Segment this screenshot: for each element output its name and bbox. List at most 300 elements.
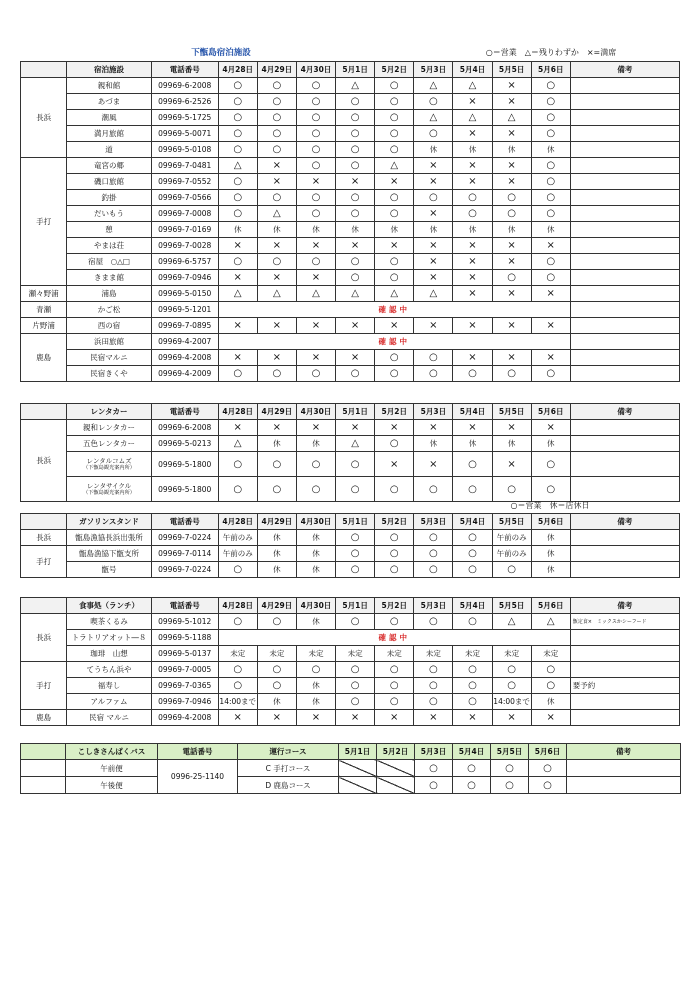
status-cell: ○: [336, 254, 375, 270]
status-cell: 未定: [375, 646, 414, 662]
status-cell: 休: [492, 436, 531, 452]
column-header: 4月30日: [296, 598, 335, 614]
header-row: [21, 598, 680, 614]
remarks-cell: [570, 334, 679, 350]
status-cell: ○: [257, 142, 296, 158]
phone-number: 09969-7-0005: [151, 662, 218, 678]
facility-name: 親和レンタカー: [67, 420, 151, 436]
column-header: 5月4日: [453, 598, 492, 614]
status-cell: ○: [492, 270, 531, 286]
status-cell: ○: [257, 662, 296, 678]
column-header: 5月3日: [414, 404, 453, 420]
status-cell: ×: [531, 350, 570, 366]
confirm-cell: [218, 334, 570, 350]
column-header: 食事処（ランチ）: [67, 598, 151, 614]
phone-number: 09969-6-2526: [151, 94, 218, 110]
status-cell: ×: [296, 318, 335, 334]
status-cell: ×: [375, 318, 414, 334]
status-cell: 休: [375, 222, 414, 238]
status-cell: ○: [336, 546, 375, 562]
status-cell: ×: [492, 94, 531, 110]
column-header: 備考: [570, 514, 679, 530]
status-cell: ○: [296, 126, 335, 142]
status-cell: 休: [336, 222, 375, 238]
status-cell: ○: [257, 477, 296, 502]
status-cell: ○: [336, 614, 375, 630]
status-cell: ○: [453, 614, 492, 630]
status-cell: ○: [453, 694, 492, 710]
column-header: [21, 404, 67, 420]
status-cell: ×: [257, 318, 296, 334]
status-cell: ×: [492, 158, 531, 174]
status-cell: 未定: [218, 646, 257, 662]
status-cell: ×: [218, 270, 257, 286]
status-cell: ×: [414, 710, 453, 726]
status-cell: ×: [453, 318, 492, 334]
phone-number: 09969-7-0481: [151, 158, 218, 174]
status-cell: △: [257, 286, 296, 302]
status-cell: ○: [375, 562, 414, 578]
facility-name: 民宿 マルニ: [67, 710, 151, 726]
table-row: [21, 174, 680, 190]
column-header: 4月29日: [257, 598, 296, 614]
facility-name-sub: （下甑島観光案内所）: [83, 464, 135, 471]
table-row: [21, 286, 680, 302]
remarks-cell: [570, 174, 679, 190]
column-header: 備考: [570, 62, 679, 78]
facility-name: 甑島漁協長浜出張所: [67, 530, 151, 546]
status-cell: ○: [492, 206, 531, 222]
status-cell: ○: [375, 678, 414, 694]
column-header: 5月6日: [531, 62, 570, 78]
table-row: [21, 614, 680, 630]
status-cell: ×: [453, 174, 492, 190]
status-cell: 休: [296, 436, 335, 452]
status-cell: 未定: [296, 646, 335, 662]
status-cell: ○: [296, 477, 335, 502]
status-cell: ×: [257, 158, 296, 174]
bus-table: [20, 743, 681, 794]
status-cell: ○: [218, 126, 257, 142]
status-cell: ×: [453, 286, 492, 302]
facility-name: トラトリアオット―８: [67, 630, 151, 646]
status-cell: ○: [414, 694, 453, 710]
status-cell: ○: [375, 190, 414, 206]
status-cell: ○: [531, 366, 570, 382]
table-row: [21, 678, 680, 694]
status-cell: ○: [491, 760, 529, 777]
status-cell: 午前のみ: [218, 530, 257, 546]
remarks-cell: [570, 350, 679, 366]
status-cell: ○: [531, 78, 570, 94]
status-cell: ×: [296, 238, 335, 254]
status-cell: ×: [492, 254, 531, 270]
remarks-cell: [570, 94, 679, 110]
column-header: 5月2日: [375, 404, 414, 420]
phone-number: 09969-5-1201: [151, 302, 218, 318]
table-row: [21, 710, 680, 726]
status-cell: ×: [218, 350, 257, 366]
phone-number: 09969-6-2008: [151, 420, 218, 436]
column-header: 5月1日: [336, 404, 375, 420]
column-header: [21, 744, 66, 760]
status-cell: ○: [414, 546, 453, 562]
remarks-cell: 要予約: [570, 678, 679, 694]
status-cell: ○: [492, 662, 531, 678]
remarks-cell: [570, 318, 679, 334]
status-cell: ○: [415, 777, 453, 794]
status-cell: ○: [336, 477, 375, 502]
status-cell: ×: [336, 318, 375, 334]
status-cell: △: [414, 286, 453, 302]
facility-name: やまは荘: [67, 238, 151, 254]
column-header: 電話番号: [151, 404, 218, 420]
bus-service-name: 午前便: [66, 760, 158, 777]
remarks-cell: [567, 760, 681, 777]
status-cell: 休: [218, 222, 257, 238]
facility-name: 五色レンタカー: [67, 436, 151, 452]
phone-number: 09969-5-0150: [151, 286, 218, 302]
status-cell: 休: [257, 694, 296, 710]
status-cell: ○: [531, 254, 570, 270]
column-header: 5月4日: [453, 744, 491, 760]
status-cell: 休: [257, 222, 296, 238]
column-header: 電話番号: [151, 62, 218, 78]
remarks-cell: [570, 270, 679, 286]
status-cell: 未定: [336, 646, 375, 662]
status-cell: ○: [336, 142, 375, 158]
status-cell: ○: [336, 126, 375, 142]
status-cell: 未定: [531, 646, 570, 662]
facility-name: 親和館: [67, 78, 151, 94]
status-cell: ×: [492, 318, 531, 334]
table-row: [21, 334, 680, 350]
status-cell: 休: [296, 546, 335, 562]
remarks-cell: [570, 452, 679, 477]
status-cell: ×: [531, 710, 570, 726]
phone-number: 09969-4-2008: [151, 710, 218, 726]
status-cell: △: [375, 286, 414, 302]
status-cell: ○: [375, 270, 414, 286]
phone-number: 09969-7-0552: [151, 174, 218, 190]
column-header: 4月30日: [296, 404, 335, 420]
column-header: 5月4日: [453, 404, 492, 420]
phone-number: 09969-4-2009: [151, 366, 218, 382]
status-cell: ○: [296, 78, 335, 94]
status-legend: ○＝営業 △＝残りわずか ×=満席: [485, 48, 617, 57]
status-cell: ○: [531, 206, 570, 222]
status-cell: ○: [296, 94, 335, 110]
status-cell: 休: [414, 436, 453, 452]
status-cell: ○: [375, 546, 414, 562]
status-cell: ○: [414, 477, 453, 502]
status-cell: △: [414, 78, 453, 94]
area-label: 手打: [21, 158, 67, 286]
remarks-cell: [570, 694, 679, 710]
column-header: 宿泊施設: [67, 62, 151, 78]
status-cell: ×: [375, 238, 414, 254]
facility-name: 釣掛: [67, 190, 151, 206]
status-cell: 休: [257, 546, 296, 562]
phone-number: 09969-5-0108: [151, 142, 218, 158]
status-cell: 休: [531, 142, 570, 158]
facility-name: 珈琲 山想: [67, 646, 151, 662]
status-cell: ○: [375, 614, 414, 630]
column-header: こしきさんぱくバス: [66, 744, 158, 760]
remarks-cell: [570, 646, 679, 662]
phone-number: 09969-5-1800: [151, 452, 218, 477]
column-header: 5月5日: [492, 598, 531, 614]
area-label: 手打: [21, 546, 67, 578]
status-cell: ○: [336, 206, 375, 222]
status-cell: ○: [414, 366, 453, 382]
status-cell: △: [336, 436, 375, 452]
status-cell: ○: [414, 190, 453, 206]
status-cell: ○: [453, 366, 492, 382]
status-cell: △: [257, 206, 296, 222]
table-row: [21, 662, 680, 678]
remarks-cell: [570, 366, 679, 382]
column-header: 5月3日: [414, 514, 453, 530]
status-cell: ×: [336, 174, 375, 190]
column-header: 5月5日: [492, 404, 531, 420]
column-header: 備考: [567, 744, 681, 760]
table-row: [21, 238, 680, 254]
lodging-header: [20, 46, 680, 60]
table-row: [21, 222, 680, 238]
status-cell: ×: [257, 350, 296, 366]
column-header: 5月4日: [453, 62, 492, 78]
phone-number: 09969-4-2008: [151, 350, 218, 366]
status-cell: ×: [296, 420, 335, 436]
remarks-cell: [570, 190, 679, 206]
table-row: [21, 694, 680, 710]
status-cell: ×: [414, 174, 453, 190]
status-cell: ○: [375, 78, 414, 94]
column-header: 4月28日: [218, 404, 257, 420]
status-cell: ○: [375, 254, 414, 270]
status-cell: △: [453, 78, 492, 94]
status-cell: 休: [296, 222, 335, 238]
status-cell: 未定: [453, 646, 492, 662]
status-cell: ×: [492, 452, 531, 477]
status-cell: ×: [336, 350, 375, 366]
table-row: [21, 760, 681, 777]
status-cell: 休: [296, 694, 335, 710]
status-cell: ○: [336, 270, 375, 286]
facility-name-main: レンタルコムズ: [86, 456, 132, 465]
status-cell: ×: [296, 174, 335, 190]
status-cell: 未定: [414, 646, 453, 662]
remarks-cell: [570, 78, 679, 94]
column-header: 5月1日: [336, 62, 375, 78]
status-cell: ×: [492, 420, 531, 436]
phone-number: 09969-7-0169: [151, 222, 218, 238]
column-header: 4月28日: [218, 598, 257, 614]
phone-number: 09969-7-0008: [151, 206, 218, 222]
status-cell: 休: [296, 562, 335, 578]
status-cell: 午前のみ: [492, 546, 531, 562]
area-label: 長浜: [21, 530, 67, 546]
table-row: [21, 350, 680, 366]
phone-number: 09969-6-2008: [151, 78, 218, 94]
phone-number: 09969-7-0946: [151, 270, 218, 286]
status-cell: 休: [492, 222, 531, 238]
status-cell: ○: [257, 254, 296, 270]
status-cell: 休: [531, 546, 570, 562]
table-row: [21, 420, 680, 436]
status-cell: ×: [453, 158, 492, 174]
status-cell: ○: [414, 662, 453, 678]
confirm-label: 確認中: [378, 633, 410, 642]
status-cell: ×: [375, 710, 414, 726]
column-header: 4月29日: [257, 404, 296, 420]
phone-number: 09969-7-0028: [151, 238, 218, 254]
column-header: 5月1日: [336, 514, 375, 530]
status-cell: ○: [336, 678, 375, 694]
table-row: [21, 630, 680, 646]
status-cell: ○: [414, 350, 453, 366]
facility-name: てうちん浜や: [67, 662, 151, 678]
facility-name: 甑島漁協下甑支所: [67, 546, 151, 562]
table-row: [21, 318, 680, 334]
phone-number: 09969-7-0895: [151, 318, 218, 334]
area-label: 手打: [21, 662, 67, 710]
gas-station-table: [20, 513, 680, 578]
status-cell: ×: [414, 452, 453, 477]
status-cell: ×: [531, 420, 570, 436]
phone-number: 09969-5-0071: [151, 126, 218, 142]
status-cell: 休: [257, 530, 296, 546]
table-row: [21, 270, 680, 286]
column-header: 5月2日: [375, 514, 414, 530]
status-cell: ○: [296, 142, 335, 158]
status-cell: △: [336, 286, 375, 302]
phone-number: 09969-7-0224: [151, 562, 218, 578]
status-cell: 休: [453, 436, 492, 452]
facility-name: 民宿きくや: [67, 366, 151, 382]
status-cell: 未定: [257, 646, 296, 662]
status-cell: ○: [453, 678, 492, 694]
status-cell: ○: [529, 760, 567, 777]
status-cell: ○: [531, 452, 570, 477]
phone-number: 09969-7-0365: [151, 678, 218, 694]
column-header: 電話番号: [151, 598, 218, 614]
status-cell: ○: [336, 190, 375, 206]
status-cell: 休: [453, 142, 492, 158]
column-header: 4月28日: [218, 62, 257, 78]
status-cell: ×: [218, 710, 257, 726]
column-header: ガソリンスタンド: [67, 514, 151, 530]
column-header: [21, 514, 67, 530]
column-header: 運行コース: [238, 744, 339, 760]
status-cell: 休: [531, 694, 570, 710]
status-cell: ○: [218, 562, 257, 578]
remarks-cell: [570, 420, 679, 436]
status-cell: ○: [453, 190, 492, 206]
status-cell: ○: [218, 254, 257, 270]
status-cell: ○: [218, 142, 257, 158]
status-cell: ×: [492, 710, 531, 726]
status-cell: ○: [336, 110, 375, 126]
status-cell: ○: [296, 254, 335, 270]
status-cell: ×: [453, 126, 492, 142]
status-cell: ○: [336, 452, 375, 477]
phone-number: 09969-7-0114: [151, 546, 218, 562]
column-header: [21, 598, 67, 614]
status-cell: ○: [218, 190, 257, 206]
status-cell: ○: [531, 477, 570, 502]
column-header: 5月4日: [453, 514, 492, 530]
no-service-cell: [377, 777, 415, 794]
table-row: [21, 142, 680, 158]
status-cell: ×: [453, 350, 492, 366]
phone-number: 09969-4-2007: [151, 334, 218, 350]
status-cell: ○: [529, 777, 567, 794]
status-cell: ×: [336, 238, 375, 254]
confirm-cell: [218, 630, 570, 646]
no-service-cell: [339, 760, 377, 777]
status-cell: ×: [257, 174, 296, 190]
status-cell: ○: [492, 678, 531, 694]
area-label: 長浜: [21, 420, 67, 502]
status-cell: ×: [375, 174, 414, 190]
status-cell: ○: [531, 110, 570, 126]
column-header: 電話番号: [158, 744, 238, 760]
status-cell: △: [296, 286, 335, 302]
status-cell: ×: [218, 238, 257, 254]
status-cell: ×: [414, 270, 453, 286]
remarks-cell: [570, 206, 679, 222]
status-cell: ×: [375, 452, 414, 477]
status-cell: ○: [414, 94, 453, 110]
status-cell: ×: [453, 420, 492, 436]
column-header: 5月2日: [375, 598, 414, 614]
table-row: [21, 646, 680, 662]
status-cell: 休: [414, 222, 453, 238]
column-header: 5月6日: [531, 514, 570, 530]
status-cell: ○: [531, 190, 570, 206]
status-cell: ○: [375, 350, 414, 366]
status-cell: ×: [218, 420, 257, 436]
rental-car-table: [20, 403, 680, 502]
header-row: [21, 404, 680, 420]
facility-name: 喫茶くるみ: [67, 614, 151, 630]
status-cell: ○: [375, 530, 414, 546]
confirm-label: 確認中: [378, 305, 410, 314]
table-row: [21, 190, 680, 206]
status-cell: ○: [491, 777, 529, 794]
status-cell: ○: [531, 662, 570, 678]
status-cell: ○: [257, 78, 296, 94]
status-cell: 休: [414, 142, 453, 158]
phone-number: 09969-5-1725: [151, 110, 218, 126]
lunch-table: [20, 597, 680, 726]
status-cell: ×: [375, 420, 414, 436]
status-cell: ×: [336, 710, 375, 726]
status-cell: ×: [336, 420, 375, 436]
status-cell: ○: [453, 477, 492, 502]
area-label: 長浜: [21, 614, 67, 662]
lodging-table: [20, 61, 680, 382]
status-cell: ○: [257, 614, 296, 630]
area-label: 瀬々野浦: [21, 286, 67, 302]
column-header: 4月30日: [296, 514, 335, 530]
phone-number: 09969-5-0137: [151, 646, 218, 662]
status-cell: 午前のみ: [218, 546, 257, 562]
column-header: 5月3日: [414, 62, 453, 78]
status-cell: 休: [296, 614, 335, 630]
